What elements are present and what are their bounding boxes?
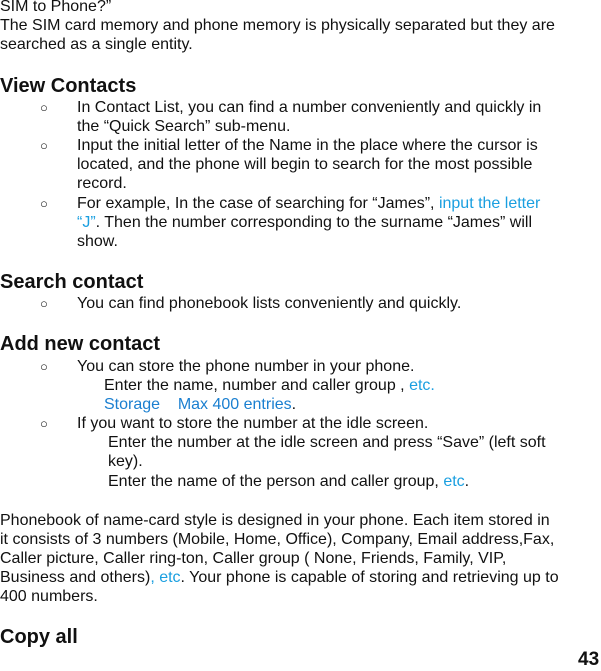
text-line bbox=[77, 155, 532, 174]
text-line bbox=[0, 35, 193, 54]
bullet-icon: ○ bbox=[40, 100, 48, 115]
text-line bbox=[77, 174, 127, 193]
page-number: 43 bbox=[578, 649, 600, 670]
highlighted-text: etc bbox=[443, 473, 465, 490]
text-segment: Enter the name, number and caller group , bbox=[104, 377, 410, 394]
text-line bbox=[77, 136, 538, 155]
section-heading bbox=[0, 333, 160, 355]
text-segment: Caller picture, Caller ring-ton, Caller group ( None, Friends, Family, VIP, bbox=[0, 550, 507, 567]
text-line bbox=[0, 16, 555, 35]
text-segment: . bbox=[291, 396, 297, 413]
highlighted-text: “J” bbox=[77, 214, 96, 231]
text-line bbox=[104, 395, 296, 414]
bullet-icon: ○ bbox=[40, 296, 48, 311]
section-heading bbox=[0, 75, 136, 97]
text-segment: You can store the phone number in your phone. bbox=[77, 358, 415, 375]
bullet-icon: ○ bbox=[40, 416, 48, 431]
text-segment: record. bbox=[77, 175, 127, 192]
text-line bbox=[108, 452, 143, 471]
text-segment: it consists of 3 numbers (Mobile, Home, Office), Company, Email address,Fax, bbox=[0, 531, 555, 548]
text-segment: Add new contact bbox=[0, 333, 161, 355]
text-line bbox=[0, 0, 111, 16]
text-line bbox=[77, 414, 428, 433]
highlighted-text: Storage Max 400 entries bbox=[104, 396, 292, 413]
text-line bbox=[0, 530, 554, 549]
text-segment: In Contact List, you can find a number conveniently and quickly in bbox=[77, 99, 542, 116]
bullet-icon: ○ bbox=[40, 196, 48, 211]
text-segment: Phonebook of name-card style is designed in your phone. Each item stored in bbox=[0, 512, 550, 529]
highlighted-text: input the letter bbox=[438, 195, 541, 212]
text-segment: Business and others) bbox=[0, 569, 151, 586]
text-segment: You can find phonebook lists conveniently and quickly. bbox=[77, 295, 462, 312]
text-segment: . Then the number corresponding to the surname “James” will bbox=[95, 214, 533, 231]
bullet-icon: ○ bbox=[40, 359, 48, 374]
text-segment: For example, In the case of searching for “James”, bbox=[77, 195, 439, 212]
text-segment: searched as a single entity. bbox=[0, 36, 193, 53]
text-segment: SIM to Phone?” bbox=[0, 0, 112, 15]
text-segment: Enter the name of the person and caller group, bbox=[108, 473, 444, 490]
text-line bbox=[77, 117, 290, 136]
text-line bbox=[77, 232, 118, 251]
text-segment: . bbox=[464, 473, 470, 490]
text-segment: Enter the number at the idle screen and press “Save” (left soft bbox=[108, 434, 546, 451]
highlighted-text: , etc bbox=[150, 569, 181, 586]
text-segment: Copy all bbox=[0, 626, 78, 648]
text-line bbox=[108, 433, 546, 452]
text-line bbox=[108, 472, 469, 491]
text-line bbox=[0, 511, 550, 530]
text-segment: The SIM card memory and phone memory is physically separated but they are bbox=[0, 17, 555, 34]
text-segment: located, and the phone will begin to search for the most possible bbox=[77, 156, 533, 173]
bullet-icon: ○ bbox=[40, 138, 48, 153]
text-segment: View Contacts bbox=[0, 75, 137, 97]
text-line bbox=[77, 213, 532, 232]
text-line bbox=[0, 587, 98, 606]
text-segment: . Your phone is capable of storing and retrieving up to bbox=[180, 569, 559, 586]
text-segment: Search contact bbox=[0, 271, 144, 293]
section-heading bbox=[0, 271, 143, 293]
text-line bbox=[77, 294, 461, 313]
text-segment: If you want to store the number at the idle screen. bbox=[77, 415, 429, 432]
text-line bbox=[77, 98, 541, 117]
text-segment: Input the initial letter of the Name in the place where the cursor is bbox=[77, 137, 538, 154]
text-segment: key). bbox=[108, 453, 143, 470]
highlighted-text: etc. bbox=[409, 377, 435, 394]
section-heading bbox=[0, 626, 78, 648]
text-segment: show. bbox=[77, 233, 118, 250]
text-segment: the “Quick Search” sub-menu. bbox=[77, 118, 291, 135]
text-line bbox=[0, 568, 559, 587]
text-line bbox=[77, 357, 414, 376]
text-line bbox=[104, 376, 435, 395]
text-segment: 400 numbers. bbox=[0, 588, 98, 605]
text-line bbox=[0, 549, 506, 568]
text-line bbox=[77, 194, 540, 213]
